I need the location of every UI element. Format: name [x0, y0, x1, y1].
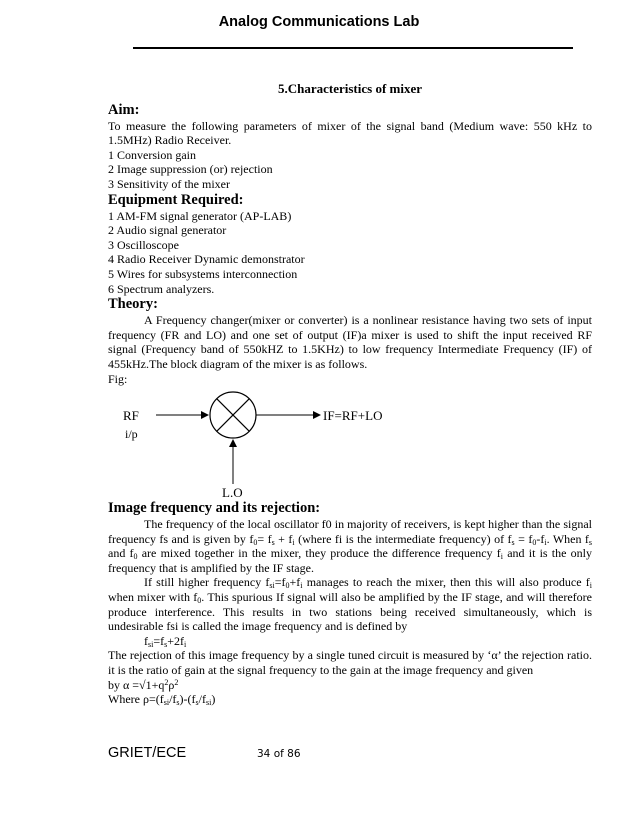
image-frequency-heading: Image frequency and its rejection: [108, 500, 321, 517]
theory-heading: Theory: [108, 296, 158, 313]
equipment-item: 4 Radio Receiver Dynamic demonstrator [108, 252, 305, 267]
equipment-item: 5 Wires for subsystems interconnection [108, 266, 298, 281]
rf-label: RF [123, 408, 139, 424]
page-header: Analog Communications Lab [218, 14, 420, 30]
aim-text: To measure the following parameters of mixer of the signal band (Medium wave: 550 kHz to 1.5MHz) Radio Receiver. [108, 118, 592, 148]
rejection-paragraph: The rejection of this image frequency by a single tuned circuit is measured by ‘α’ the rejection ratio. it is the ratio of gain at the signal frequency to the gain at the image frequency and given [108, 648, 592, 678]
figure-label: Fig: [108, 371, 128, 386]
image-frequency-equation: $f_{si}=f_s+2f_i$ [144, 633, 187, 649]
equipment-item: 1 AM-FM signal generator (AP-LAB) [108, 208, 292, 223]
footer-page-number: 34 of 86 [257, 748, 301, 760]
equipment-item: 6 Spectrum analyzers. [108, 281, 215, 296]
image-paragraph-2: If still higher frequency $f_{si}=f_0+f_i$ manages to reach the mixer, then this will also produce $f_i$ when mixer with $f_0$. This spurious If signal will also be amplified by the IF stage, and will therefore produce interference. This results in two stations being received simultaneously, which is undesirable fsi is called the image frequency and is defined by [108, 575, 592, 634]
lo-label: L.O [222, 485, 243, 501]
theory-paragraph: A Frequency changer(mixer or converter) is a nonlinear resistance having two sets of input frequency (FR and LO) and one set of output (IF)a mixer is used to shift the input received RF signal (Frequency band of 550kHZ to 1.5KHz) to low frequency Intermediate Frequency (IF) of 455kHz.The block diagram of the mixer is as follows. [108, 313, 592, 371]
rho-definition: Where $\rho=(f_{si}/f_s)-(f_s/f_{si})$ [108, 692, 216, 708]
document-body [108, 82, 592, 707]
footer-department: GRIET/ECE [108, 745, 187, 761]
aim-item: 2 Image suppression (or) rejection [108, 162, 273, 177]
aim-item: 3 Sensitivity of the mixer [108, 176, 230, 191]
equipment-item: 2 Audio signal generator [108, 223, 227, 238]
equipment-item: 3 Oscilloscope [108, 237, 179, 252]
if-output-label: IF=RF+LO [323, 408, 383, 424]
mixer-diagram-svg [108, 390, 592, 500]
aim-item: 1 Conversion gain [108, 147, 196, 162]
document-title: 5.Characteristics of mixer [277, 81, 423, 96]
rejection-ratio-equation: by $\alpha =√1+q^2\rho^2$ [108, 677, 179, 692]
mixer-block-diagram [108, 390, 592, 500]
equipment-heading: Equipment Required: [108, 191, 244, 208]
aim-heading: Aim: [108, 101, 140, 118]
image-paragraph-1: The frequency of the local oscillator f0 in majority of receivers, is kept higher than the signal frequency fs and is given by $f_0= f_s + f_i$ (where fi is the intermediate frequency) of $f_s = f_0-f_i$. When $f_s$ and $f_0$ are mixed together in the mixer, they produce the difference frequency $f_i$ and it is the only frequency that is amplified by the IF stage. [108, 517, 593, 575]
input-label: i/p [125, 427, 138, 442]
header-rule [133, 47, 573, 49]
